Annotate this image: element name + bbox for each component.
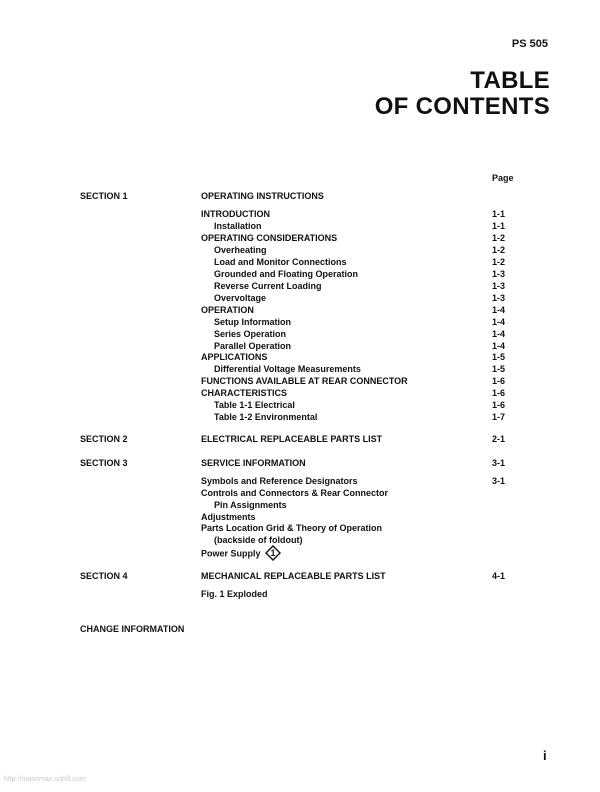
- toc-entry[interactable]: [0, 256, 600, 268]
- page-column-header: Page: [492, 173, 514, 183]
- toc-entry-title: Parts Location Grid & Theory of Operation: [201, 523, 383, 533]
- toc-entry-page: 3-1: [492, 476, 506, 486]
- toc-entry-page: 1-6: [492, 376, 506, 386]
- toc-entry-page: 1-1: [492, 221, 506, 231]
- toc-entry[interactable]: [0, 475, 600, 487]
- toc-entry[interactable]: [0, 522, 600, 534]
- toc-entry[interactable]: [0, 534, 600, 546]
- toc-entry-title: APPLICATIONS: [201, 352, 268, 362]
- diagram-number: 1: [270, 548, 276, 559]
- toc-entry-title: Fig. 1 Exploded: [201, 589, 268, 599]
- toc-entry-title: OPERATION: [201, 305, 254, 315]
- change-information-row[interactable]: [0, 623, 600, 635]
- section-3-row[interactable]: [0, 457, 600, 469]
- toc-entry-page: 1-6: [492, 388, 506, 398]
- toc-entry-page: 1-4: [492, 329, 506, 339]
- toc-entry[interactable]: [0, 363, 600, 375]
- section-2-row[interactable]: [0, 433, 600, 445]
- toc-entry[interactable]: [0, 208, 600, 220]
- toc-entry-page: 1-4: [492, 341, 506, 351]
- toc-entry-title: Symbols and Reference Designators: [201, 476, 358, 486]
- toc-entry[interactable]: [0, 268, 600, 280]
- title-line-1: TABLE: [470, 67, 550, 94]
- toc-entry-title: Overvoltage: [214, 293, 267, 303]
- toc-entry-title: Series Operation: [214, 329, 287, 339]
- toc-entry-page: 1-5: [492, 352, 506, 362]
- toc-entry-power-supply[interactable]: [0, 546, 600, 558]
- section-3-title: SERVICE INFORMATION: [201, 458, 306, 468]
- toc-entry-title: (backside of foldout): [214, 535, 303, 545]
- toc-entry-title: Pin Assignments: [214, 500, 287, 510]
- toc-entry[interactable]: [0, 499, 600, 511]
- section-1-row: [0, 190, 600, 202]
- toc-entry-title: Controls and Connectors & Rear Connector: [201, 488, 389, 498]
- toc-entry-title: Installation: [214, 221, 262, 231]
- toc-entry-page: 1-5: [492, 364, 506, 374]
- watermark: http://manoman.sqhill.com: [4, 776, 86, 783]
- section-2-page: 2-1: [492, 434, 506, 444]
- toc-entry-title: Overheating: [214, 245, 267, 255]
- power-supply-label: Power Supply: [201, 548, 261, 559]
- toc-entry-title: Reverse Current Loading: [214, 281, 322, 291]
- toc-entry-page: 1-1: [492, 209, 506, 219]
- toc-entry-page: 1-2: [492, 257, 506, 267]
- toc-entry[interactable]: [0, 399, 600, 411]
- section-1-label: SECTION 1: [80, 191, 128, 201]
- toc-entry-page: 1-4: [492, 317, 506, 327]
- toc-entry[interactable]: [0, 387, 600, 399]
- toc-entry-title: INTRODUCTION: [201, 209, 270, 219]
- toc-entry-title: Table 1-2 Environmental: [214, 412, 318, 422]
- toc-entry-title: [201, 546, 281, 562]
- toc-entry[interactable]: [0, 316, 600, 328]
- toc-entry[interactable]: [0, 588, 600, 600]
- section-3-page: 3-1: [492, 458, 506, 468]
- model-number: PS 505: [511, 38, 548, 50]
- section-4-row[interactable]: [0, 570, 600, 582]
- toc-entry[interactable]: [0, 328, 600, 340]
- diagram-number-diamond-icon: [265, 545, 281, 561]
- section-4-page: 4-1: [492, 571, 506, 581]
- toc-entry-title: FUNCTIONS AVAILABLE AT REAR CONNECTOR: [201, 376, 408, 386]
- toc-entry-page: 1-2: [492, 245, 506, 255]
- section-2-title: ELECTRICAL REPLACEABLE PARTS LIST: [201, 434, 383, 444]
- toc-entry[interactable]: [0, 220, 600, 232]
- toc-entry[interactable]: [0, 232, 600, 244]
- toc-entry-page: 1-3: [492, 281, 506, 291]
- toc-entry-page: 1-6: [492, 400, 506, 410]
- toc-entry-title: OPERATING CONSIDERATIONS: [201, 233, 338, 243]
- toc-entry-title: Setup Information: [214, 317, 291, 327]
- toc-entry-page: 1-4: [492, 305, 506, 315]
- toc-entry-title: Parallel Operation: [214, 341, 292, 351]
- section-2-label: SECTION 2: [80, 434, 128, 444]
- toc-entry[interactable]: [0, 280, 600, 292]
- toc-entry-title: Load and Monitor Connections: [214, 257, 347, 267]
- section-4-label: SECTION 4: [80, 571, 128, 581]
- toc-entry-title: Differential Voltage Measurements: [214, 364, 361, 374]
- page-title: [375, 68, 550, 120]
- toc-entry-title: Grounded and Floating Operation: [214, 269, 358, 279]
- toc-entry[interactable]: [0, 411, 600, 423]
- toc-entry-title: Adjustments: [201, 512, 256, 522]
- toc-entry-page: 1-2: [492, 233, 506, 243]
- change-information-label: CHANGE INFORMATION: [80, 624, 185, 634]
- section-3-label: SECTION 3: [80, 458, 128, 468]
- section-1-title[interactable]: OPERATING INSTRUCTIONS: [201, 191, 324, 201]
- toc-entry[interactable]: [0, 487, 600, 499]
- toc-entry-title: CHARACTERISTICS: [201, 388, 288, 398]
- toc-entry[interactable]: [0, 292, 600, 304]
- toc-entry[interactable]: [0, 304, 600, 316]
- toc-entry[interactable]: [0, 375, 600, 387]
- toc-entry[interactable]: [0, 244, 600, 256]
- toc-entry-title: Table 1-1 Electrical: [214, 400, 295, 410]
- toc-entry[interactable]: [0, 351, 600, 363]
- toc-entry-page: 1-7: [492, 412, 506, 422]
- title-line-2: OF CONTENTS: [374, 93, 550, 120]
- toc-entry-page: 1-3: [492, 269, 506, 279]
- toc-entry-page: 1-3: [492, 293, 506, 303]
- page-number: i: [543, 748, 547, 763]
- section-4-title: MECHANICAL REPLACEABLE PARTS LIST: [201, 571, 386, 581]
